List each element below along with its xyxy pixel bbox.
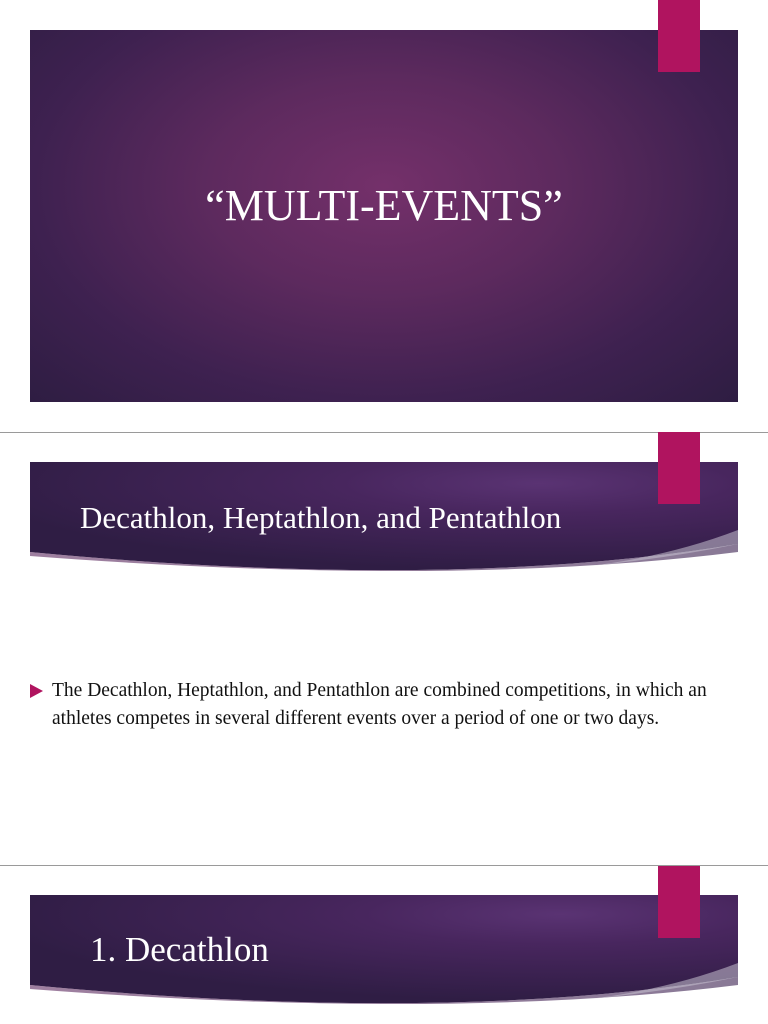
slide-divider (0, 865, 768, 866)
accent-tab-icon (658, 432, 700, 504)
bullet-text: The Decathlon, Heptathlon, and Pentathlon are combined competitions, in which an athletes competes in several different events over a period of one or two days. (52, 680, 707, 729)
slide-divider (0, 432, 768, 433)
slide-title: Decathlon, Heptathlon, and Pentathlon (80, 500, 562, 535)
slide-title: 1. Decathlon (90, 930, 269, 969)
slide-title: “MULTI-EVENTS” (205, 181, 563, 230)
accent-tab-icon (658, 866, 700, 938)
triangle-bullet-icon (30, 684, 43, 698)
accent-tab-icon (658, 0, 700, 72)
